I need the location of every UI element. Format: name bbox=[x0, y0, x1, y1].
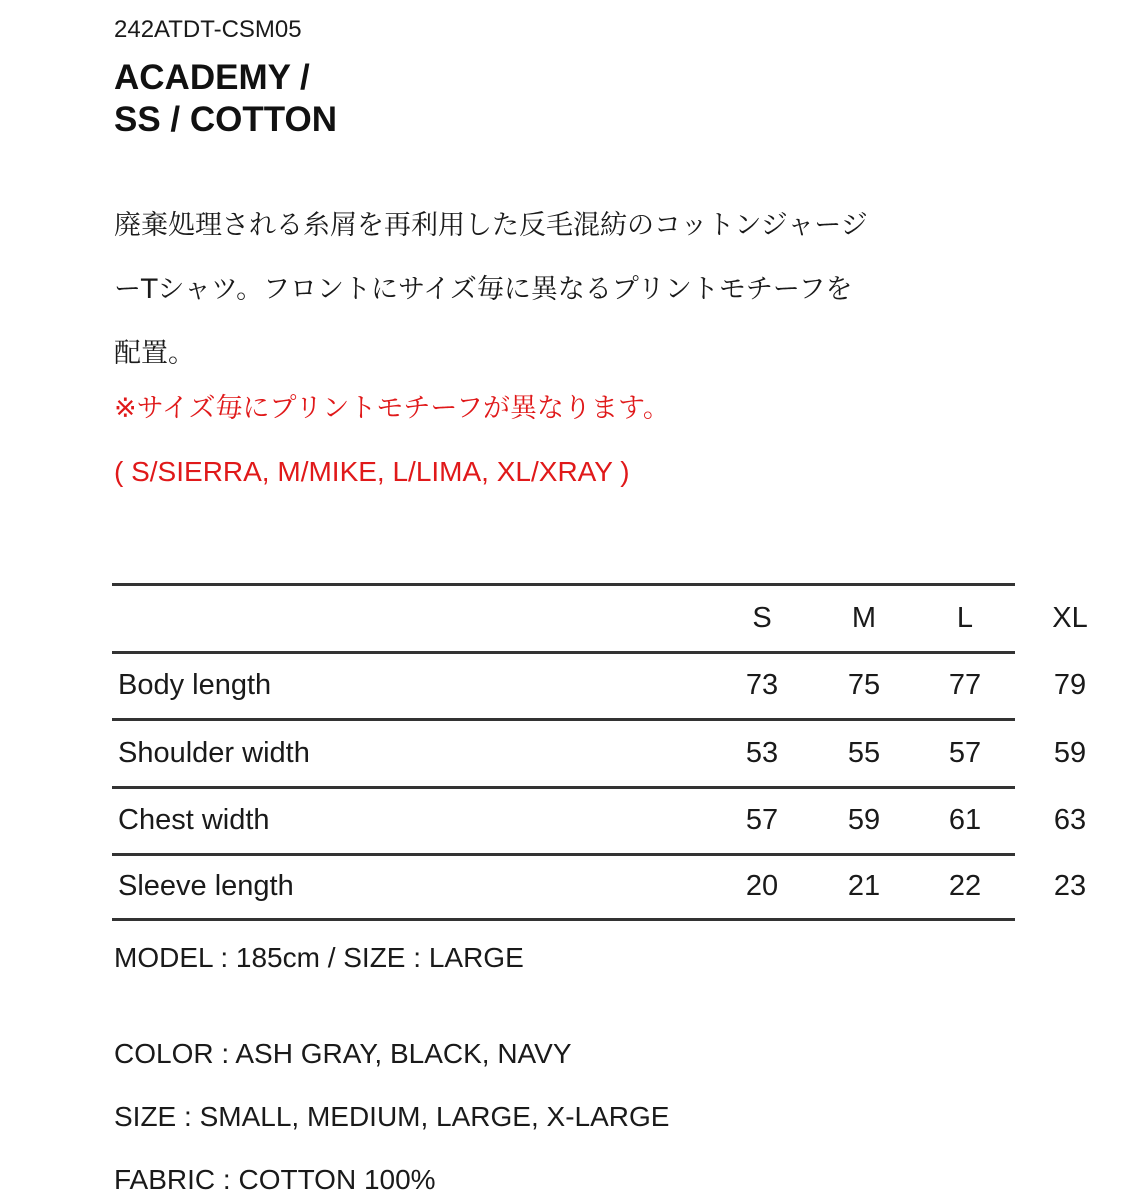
size-chart-table bbox=[112, 583, 1088, 921]
size-chart-header-row bbox=[112, 583, 1088, 651]
print-motif-size-list: ( S/SIERRA, M/MIKE, L/LIMA, XL/XRAY ) bbox=[114, 456, 630, 487]
description-line-2: ーTシャツ。フロントにサイズ毎に異なるプリントモチーフを bbox=[114, 274, 853, 305]
description-line-1: 廃棄処理される糸屑を再利用した反毛混紡のコットンジャージ bbox=[114, 210, 868, 241]
size-chart-row-sleeve-length bbox=[112, 853, 1087, 921]
value-cell: 23 bbox=[1053, 870, 1087, 903]
size-chart-row-body-length bbox=[112, 651, 1087, 719]
header-size-s: S bbox=[752, 601, 772, 634]
row-label: Chest width bbox=[118, 804, 270, 837]
row-label: Shoulder width bbox=[118, 736, 310, 769]
value-cell: 59 bbox=[847, 804, 881, 837]
value-cell: 79 bbox=[1053, 669, 1087, 702]
model-info: MODEL : 185cm / SIZE : LARGE bbox=[114, 942, 524, 973]
print-motif-notice: ※サイズ毎にプリントモチーフが異なります。 bbox=[114, 393, 670, 424]
value-cell: 20 bbox=[745, 870, 779, 903]
size-chart-row-shoulder-width bbox=[112, 718, 1087, 786]
value-cell: 61 bbox=[948, 804, 982, 837]
value-cell: 57 bbox=[745, 804, 779, 837]
product-code: 242ATDT-CSM05 bbox=[114, 16, 302, 43]
value-cell: 22 bbox=[948, 870, 982, 903]
value-cell: 21 bbox=[847, 870, 881, 903]
product-title bbox=[114, 57, 337, 141]
value-cell: 53 bbox=[745, 736, 779, 769]
row-label: Body length bbox=[118, 669, 272, 702]
size-options: SIZE : SMALL, MEDIUM, LARGE, X-LARGE bbox=[114, 1101, 670, 1132]
value-cell: 75 bbox=[847, 669, 881, 702]
value-cell: 63 bbox=[1053, 804, 1087, 837]
value-cell: 77 bbox=[948, 669, 982, 702]
value-cell: 55 bbox=[847, 736, 881, 769]
value-cell: 57 bbox=[948, 736, 982, 769]
product-title-line-2: SS / COTTON bbox=[114, 100, 337, 139]
header-size-l: L bbox=[956, 601, 974, 634]
value-cell: 73 bbox=[745, 669, 779, 702]
description-line-3: 配置。 bbox=[114, 338, 195, 369]
fabric-info: FABRIC : COTTON 100% bbox=[114, 1164, 436, 1195]
product-title-line-1: ACADEMY / bbox=[114, 58, 310, 97]
header-size-m: M bbox=[851, 601, 877, 634]
size-chart-row-chest-width bbox=[112, 786, 1087, 854]
header-size-xl: XL bbox=[1052, 601, 1088, 634]
color-options: COLOR : ASH GRAY, BLACK, NAVY bbox=[114, 1038, 572, 1069]
product-description bbox=[114, 194, 1014, 386]
row-label: Sleeve length bbox=[118, 870, 294, 903]
value-cell: 59 bbox=[1053, 736, 1087, 769]
